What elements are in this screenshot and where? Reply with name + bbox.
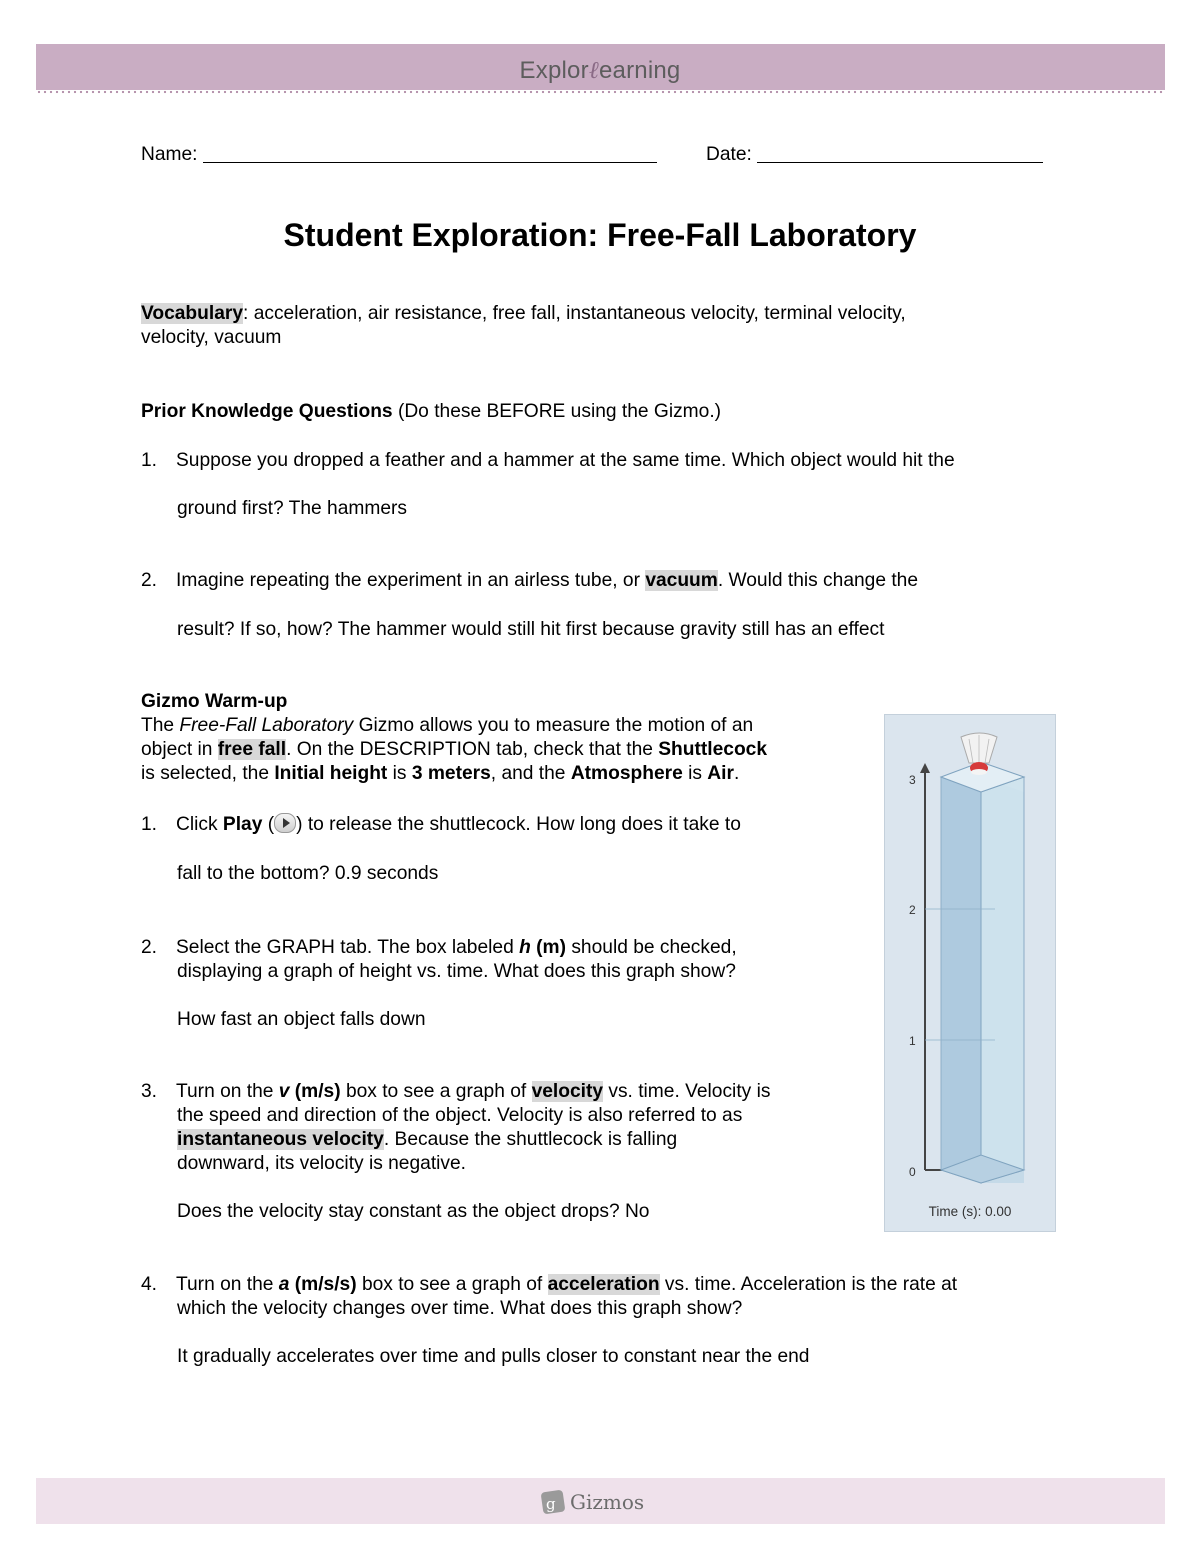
gizmo-tube-figure <box>884 714 1056 1232</box>
warmup-q3-line-3: instantaneous velocity. Because the shuttlecock is falling <box>177 1129 678 1150</box>
play-icon <box>274 813 296 833</box>
page-title: Student Exploration: Free-Fall Laboratory <box>283 217 917 253</box>
vocabulary-label: Vocabulary <box>141 303 244 324</box>
warmup-q4-line-2: which the velocity changes over time. What does this graph show? <box>177 1298 743 1319</box>
warmup-q2-answer: How fast an object falls down <box>177 1009 426 1030</box>
warmup-q1-line-2: fall to the bottom? 0.9 seconds <box>177 863 439 884</box>
warmup-q4-answer: It gradually accelerates over time and pulls closer to constant near the end <box>177 1346 810 1367</box>
warmup-q2-line-1: 2. Select the GRAPH tab. The box labeled h (m) should be checked, <box>141 937 737 958</box>
gizmos-logo-icon <box>540 1488 568 1516</box>
date-field[interactable] <box>706 142 1043 167</box>
term-velocity: velocity <box>531 1081 604 1102</box>
footer-logo: g Gizmos <box>540 1486 644 1518</box>
date-blank[interactable] <box>757 142 1043 163</box>
warmup-intro-line-3: is selected, the Initial height is 3 meters, and the Atmosphere is Air. <box>141 763 740 784</box>
warmup-q1-line-1: 1. Click Play ( ) to release the shuttlecock. How long does it take to <box>141 814 741 835</box>
prior-knowledge-heading: Prior Knowledge Questions (Do these BEFORE using the Gizmo.) <box>141 401 722 422</box>
term-vacuum: vacuum <box>645 570 718 591</box>
name-label: Name: <box>141 144 198 165</box>
vocabulary-line-2: velocity, vacuum <box>141 327 282 348</box>
time-readout: Time (s): 0.00 <box>928 1204 1012 1219</box>
warmup-q2-line-2: displaying a graph of height vs. time. What does this graph show? <box>177 961 736 982</box>
term-acceleration: acceleration <box>547 1274 660 1295</box>
warmup-intro-line-2: object in free fall. On the DESCRIPTION tab, check that the Shuttlecock <box>141 739 768 760</box>
brand-logo: Explorℓearning <box>519 56 681 84</box>
warmup-q3-line-4: downward, its velocity is negative. <box>177 1153 467 1174</box>
warmup-q4-line-1: 4. Turn on the a (m/s/s) box to see a graph of acceleration vs. time. Acceleration is the rate at <box>141 1274 958 1295</box>
prior-q2-line-1: 2. Imagine repeating the experiment in an airless tube, or vacuum. Would this change the <box>141 570 919 591</box>
tube-illustration <box>885 715 1057 1233</box>
vocabulary-line-1: Vocabulary: acceleration, air resistance, free fall, instantaneous velocity, terminal velocity, <box>141 303 906 324</box>
warmup-q3-line-2: the speed and direction of the object. Velocity is also referred to as <box>177 1105 743 1126</box>
warmup-heading: Gizmo Warm-up <box>141 691 288 712</box>
prior-q1-line-2: ground first? The hammers <box>177 498 407 519</box>
term-free-fall: free fall <box>217 739 287 760</box>
warmup-q3-line-1: 3. Turn on the v (m/s) box to see a graph of velocity vs. time. Velocity is <box>141 1081 771 1102</box>
tick-label-3: 3 <box>909 773 916 787</box>
prior-q2-line-2: result? If so, how? The hammer would still hit first because gravity still has an effect <box>177 619 885 640</box>
tick-label-0: 0 <box>909 1165 916 1179</box>
warmup-q3-question: Does the velocity stay constant as the object drops? No <box>177 1201 650 1222</box>
svg-text:g: g <box>546 1495 556 1513</box>
tick-label-2: 2 <box>909 903 916 917</box>
name-blank[interactable] <box>203 142 657 163</box>
term-instantaneous-velocity: instantaneous velocity <box>177 1129 384 1150</box>
warmup-intro-line-1: The Free-Fall Laboratory Gizmo allows you to measure the motion of an <box>141 715 754 736</box>
brand-swirl-icon: ℓ <box>588 56 599 84</box>
header-dotted-rule <box>36 90 1165 94</box>
date-label: Date: <box>706 144 752 165</box>
tick-label-1: 1 <box>909 1034 916 1048</box>
name-field[interactable] <box>141 142 657 167</box>
prior-q1-line-1: 1. Suppose you dropped a feather and a hammer at the same time. Which object would hit the <box>141 450 955 471</box>
